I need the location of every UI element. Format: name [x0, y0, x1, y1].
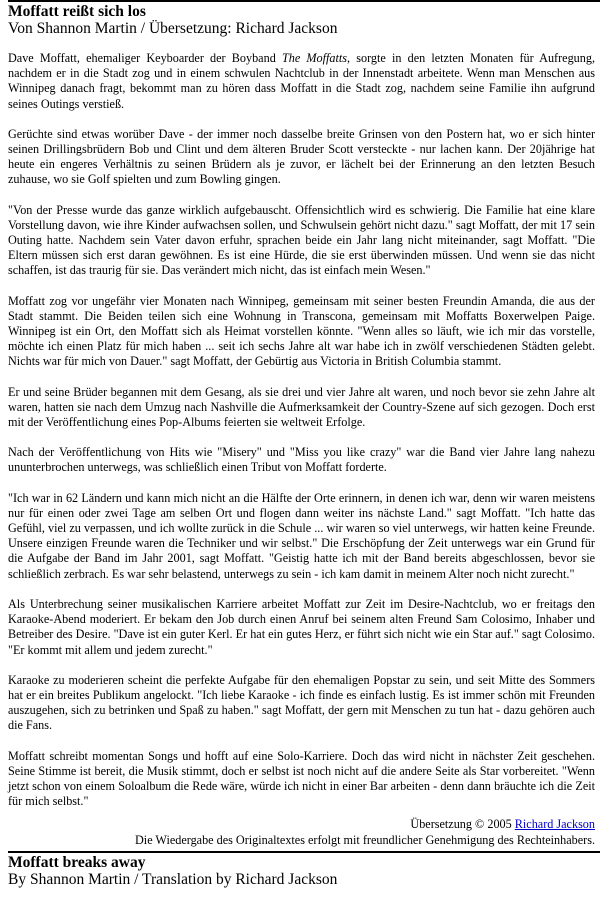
article-body	[8, 51, 595, 809]
band-name: The Moffatts	[281, 51, 348, 65]
paragraph: Er und seine Brüder begannen mit dem Gesang, als sie drei und vier Jahre alt waren, und noch bevor sie zehn Jahre alt waren, hatten sie nach dem Umzug nach Nashville die Aufmerksamkeit der Country-Szene auf sich gezogen. Doch erst mit der Veröffentlichung eines Pop-Albums feierten sie weltweit Erfolge.	[8, 384, 595, 430]
article-byline-en: By Shannon Martin / Translation by Richard Jackson	[8, 870, 338, 888]
article-title-en: Moffatt breaks away	[8, 853, 146, 871]
paragraph: Gerüchte sind etwas worüber Dave - der immer noch dasselbe breite Grinsen von den Postern hat, wo er sich hinter seinen Drillingsbrüdern Bob und Clint und dem älteren Bruder Scott versteckte - nur lachen kann. Der 20jährige hat heute ein engeres Verhältnis zu seinen Brüdern als je zuvor, er lächelt bei der Erinnerung an den letzten Besuch zuhause, wo sie Golf spielten und zum Bowling gingen.	[8, 126, 595, 187]
paragraph: Karaoke zu moderieren scheint die perfekte Aufgabe für den ehemaligen Popstar zu sein, und seit Mitte des Sommers hat er ein breites Publikum angelockt. "Ich liebe Karaoke - ich finde es einfach lustig. Es ist immer schön mit Freunden auszugehen, sich zu betrinken und Spaß zu haben." sagt Moffatt, der gern mit Menschen zu tun hat - dazu gehören auch die Fans.	[8, 672, 595, 733]
translator-link[interactable]: Richard Jackson	[514, 817, 595, 832]
paragraph: Nach der Veröffentlichung von Hits wie "Misery" und "Miss you like crazy" war die Band vier Jahre lang nahezu ununterbrochen unterwegs, was schließlich einen Tribut von Moffatt forderte.	[8, 445, 595, 475]
paragraph: Moffatt schreibt momentan Songs und hofft auf eine Solo-Karriere. Doch das wird nicht in nächster Zeit geschehen. Seine Stimme ist bereit, die Musik stimmt, doch er selbst ist noch nicht auf die andere Seite als Star vorbereitet. "Wenn jetzt schon von einem Soloalbum die Rede wäre, würde ich nicht in einer Bar arbeiten - denn dann bräuchte ich die Zeit für mich selbst."	[8, 748, 595, 809]
paragraph: "Von der Presse wurde das ganze wirklich aufgebauscht. Offensichtlich wird es schwierig. Die Familie hat eine klare Vorstellung davon, wie ihre Kinder aufwachsen sollen, und Schwulsein gehört nicht dazu." sagt Moffatt, der mit 17 sein Outing hatte. Nachdem sein Vater davon erfuhr, sprachen beide ein Jahr lang nicht miteinander, sagt Moffatt. "Die Eltern müssen sich erst daran gewöhnen. Es ist eine Hürde, die sie erst überwinden müssen. Und wenn sie das nicht schaffen, ist das traurig für sie. Das verändert mich nicht, das ist einfach mein Wesen."	[8, 202, 595, 278]
paragraph: "Ich war in 62 Ländern und kann mich nicht an die Hälfte der Orte erinnern, in denen ich war, denn wir waren meistens nur für einen oder zwei Tage am selben Ort und flogen dann weiter ins nächste Land." sagt Moffatt. "Ich hatte das Gefühl, viel zu verpassen, und ich wollte zurück in die Schule ... wir waren so viel unterwegs, wir hatten keine Freunde. Unsere einzigen Freunde waren die Techniker und wir selbst." Die Erschöpfung der Zeit unterwegs war ein Grund für die Aufgabe der Band im Jahr 2001, sagt Moffatt. "Geistig hatte ich mit der Band bereits abgeschlossen, bevor sie schließlich zerbrach. Es war sehr belastend, unterwegs zu sein - ich kam damit in meinem Alter noch nicht zurecht."	[8, 490, 595, 581]
paragraph: Moffatt zog vor ungefähr vier Monaten nach Winnipeg, gemeinsam mit seiner besten Freundin Amanda, die aus der Stadt stammt. Die Beiden teilen sich eine Wohnung in Transcona, gemeinsam mit Moffatts Boxerwelpen Paige. Winnipeg ist ein Ort, den Moffatt sich als Heimat vorstellen könnte. "Wenn alles so läuft, wie ich mir das vorstelle, möchte ich einen Platz für mich haben ... seit ich sechs Jahre alt war habe ich in zwölf verschiedenen Städten gelebt. Nichts war für mich von Dauer." sagt Moffatt, der Gebürtig aus Victoria in British Columbia stammt.	[8, 293, 595, 369]
article-title: Moffatt reißt sich los	[8, 3, 146, 20]
paragraph: Als Unterbrechung seiner musikalischen Karriere arbeitet Moffatt zur Zeit im Desire-Nachtclub, wo er freitags den Karaoke-Abend moderiert. Er bekam den Job durch einen Anruf bei seinem alten Freund Sam Colosimo, Inhaber und Betreiber des Desire. "Dave ist ein guter Kerl. Er hat ein gutes Herz, er führt sich nicht wie ein Star auf." sagt Colosimo. "Er kommt mit allem und jedem zurecht."	[8, 596, 595, 657]
article-byline: Von Shannon Martin / Übersetzung: Richard Jackson	[8, 20, 338, 37]
paragraph: Dave Moffatt, ehemaliger Keyboarder der Boyband The Moffatts, sorgte in den letzten Monaten für Aufregung, nachdem er in die Stadt zog und in einem schwulen Nachtclub in der Innenstadt arbeitete. Wenn man Menschen aus Winnipeg danach fragt, bekommt man zu hören dass Moffatt in die Stadt zog, nachdem seine Familie ihn aufgrund seines Outings verstieß.	[8, 51, 596, 111]
permission-note: Die Wiedergabe des Originaltextes erfolgt mit freundlicher Genehmigung des Rechteinhabers.	[135, 832, 595, 847]
copyright-line: Übersetzung © 2005 Richard Jackson	[410, 817, 595, 832]
translation-credits	[8, 817, 595, 847]
